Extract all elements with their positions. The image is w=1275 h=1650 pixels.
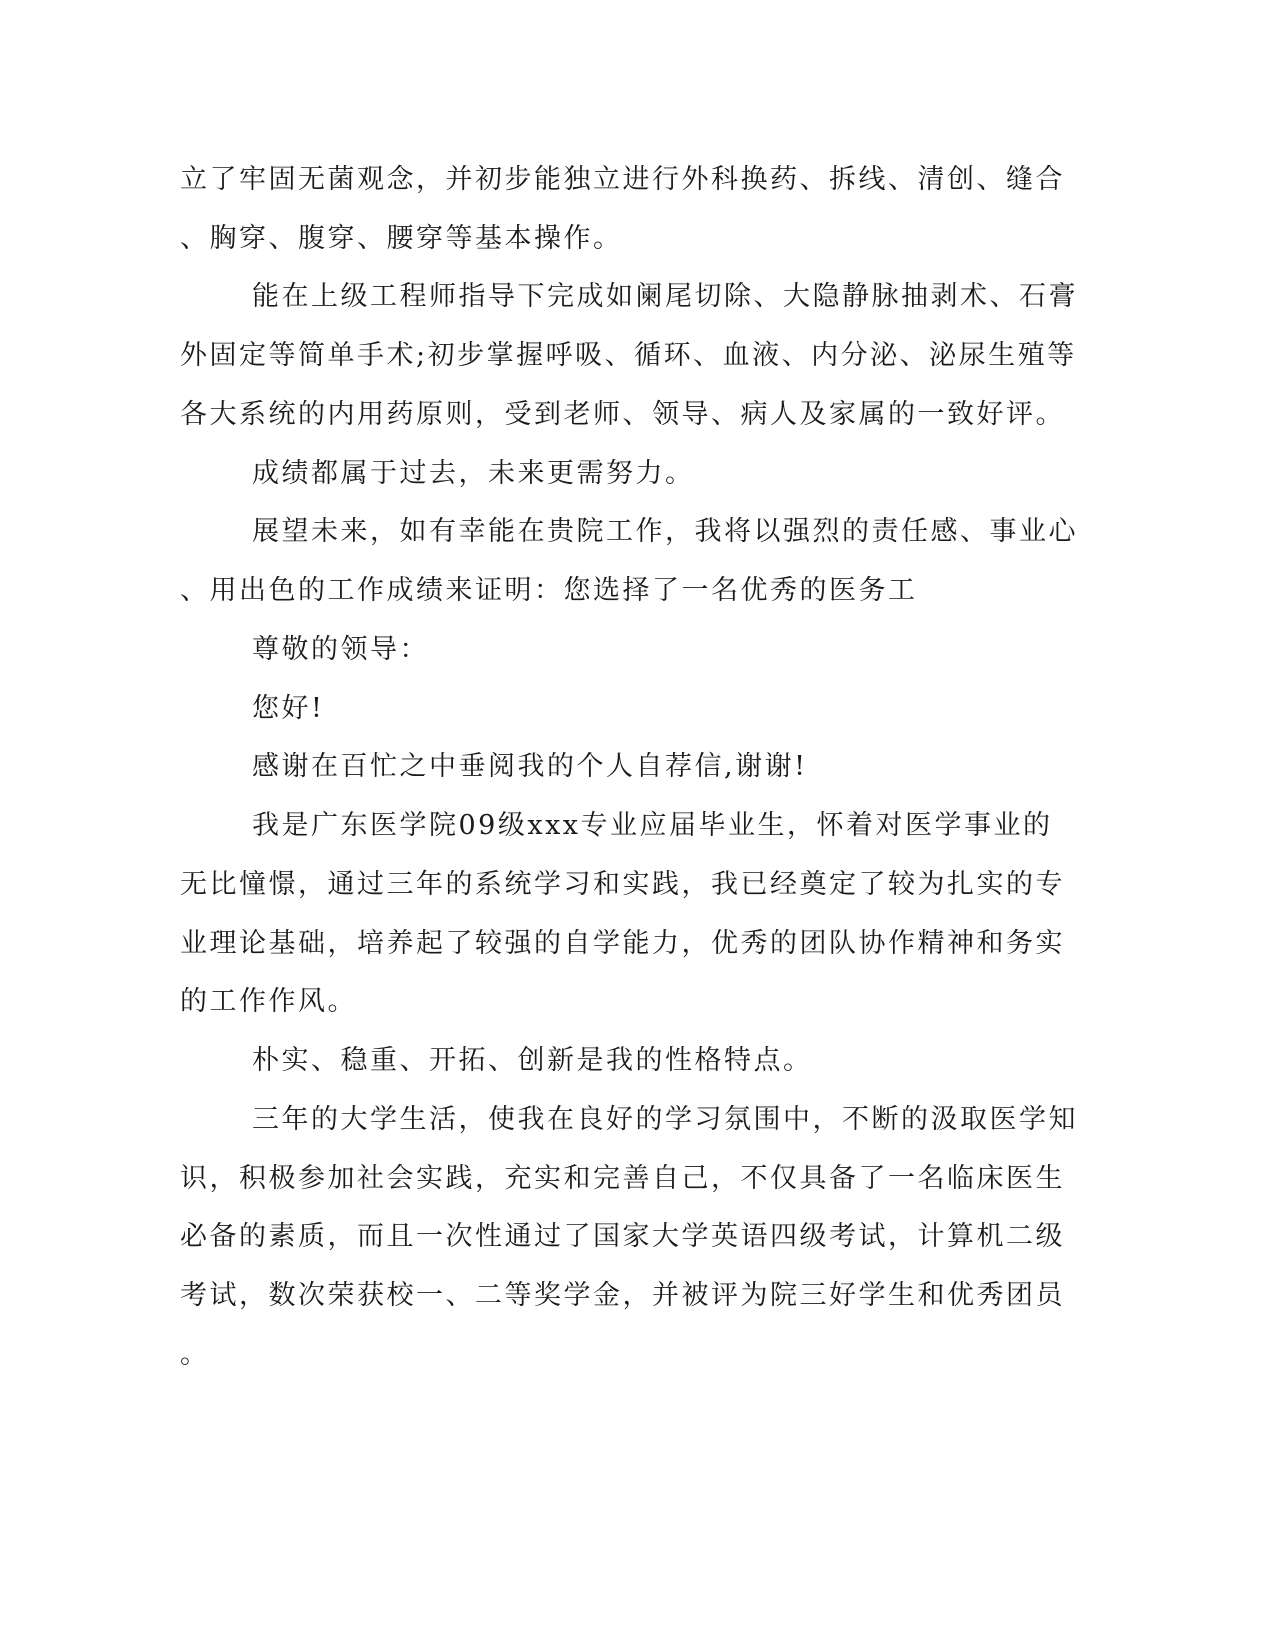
text-line: 朴实、稳重、开拓、创新是我的性格特点。 bbox=[252, 1045, 813, 1076]
text-line: 立了牢固无菌观念，并初步能独立进行外科换药、拆线、清创、缝合 bbox=[180, 164, 1065, 195]
text-line: 。 bbox=[180, 1339, 210, 1370]
text-line: 各大系统的内用药原则，受到老师、领导、病人及家属的一致好评。 bbox=[180, 399, 1065, 430]
text-line: 我是广东医学院09级xxx专业应届毕业生，怀着对医学事业的 bbox=[252, 810, 1053, 841]
text-line: 三年的大学生活，使我在良好的学习氛围中，不断的汲取医学知 bbox=[252, 1104, 1078, 1135]
text-line: 无比憧憬，通过三年的系统学习和实践，我已经奠定了较为扎实的专 bbox=[180, 869, 1065, 900]
text-line: 成绩都属于过去，未来更需努力。 bbox=[252, 458, 695, 489]
text-line: 的工作作风。 bbox=[180, 986, 357, 1017]
text-line: 必备的素质，而且一次性通过了国家大学英语四级考试，计算机二级 bbox=[180, 1221, 1065, 1252]
text-line: 、胸穿、腹穿、腰穿等基本操作。 bbox=[180, 223, 623, 254]
text-line: 能在上级工程师指导下完成如阑尾切除、大隐静脉抽剥术、石膏 bbox=[252, 281, 1078, 312]
text-line: 感谢在百忙之中垂阅我的个人自荐信,谢谢! bbox=[252, 751, 808, 782]
text-line: 识，积极参加社会实践，充实和完善自己，不仅具备了一名临床医生 bbox=[180, 1163, 1065, 1194]
text-line: 您好! bbox=[252, 693, 325, 724]
text-line: 考试，数次荣获校一、二等奖学金，并被评为院三好学生和优秀团员 bbox=[180, 1280, 1065, 1311]
text-line: 业理论基础，培养起了较强的自学能力，优秀的团队协作精神和务实 bbox=[180, 928, 1065, 959]
text-line: 、用出色的工作成绩来证明：您选择了一名优秀的医务工 bbox=[180, 575, 918, 606]
text-line: 外固定等简单手术;初步掌握呼吸、循环、血液、内分泌、泌尿生殖等 bbox=[180, 340, 1077, 371]
text-line: 展望未来，如有幸能在贵院工作，我将以强烈的责任感、事业心 bbox=[252, 516, 1078, 547]
text-line: 尊敬的领导： bbox=[252, 634, 429, 665]
